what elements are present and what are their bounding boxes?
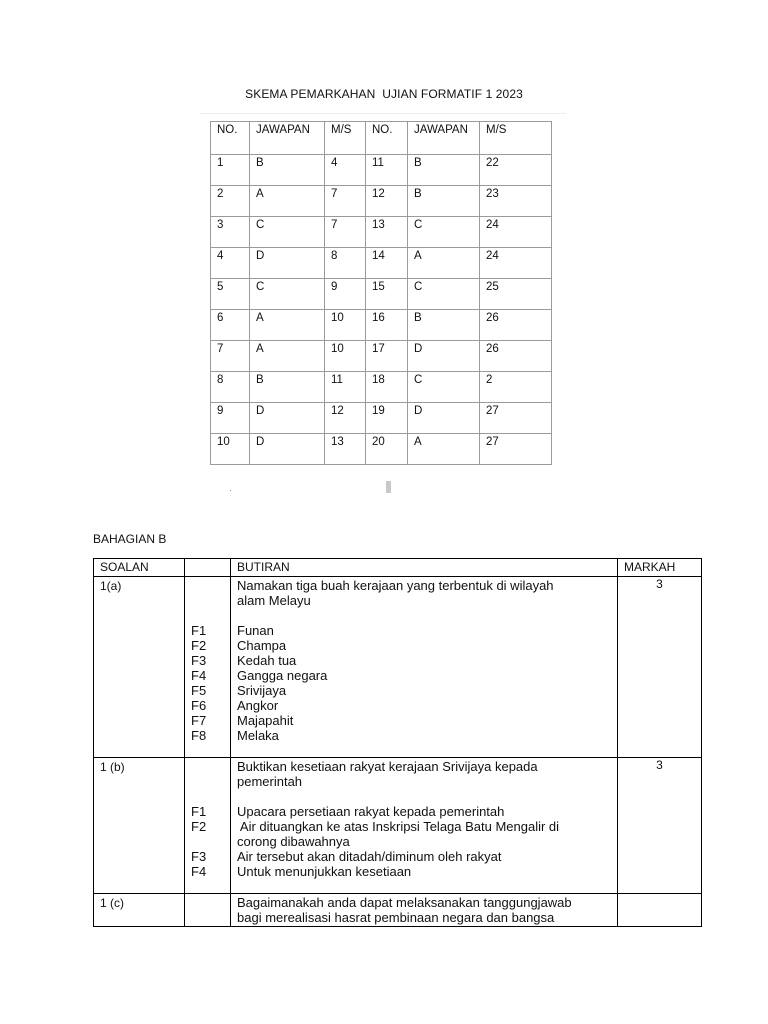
table-cell: 2 xyxy=(211,186,250,217)
table-cell: 15 xyxy=(366,279,408,310)
fact-label: F1 xyxy=(191,804,207,819)
table-cell: 4 xyxy=(211,248,250,279)
header-soalan: SOALAN xyxy=(94,559,185,577)
section-heading: BAHAGIAN B xyxy=(93,532,167,546)
table-cell: 11 xyxy=(366,155,408,186)
divider xyxy=(200,113,566,114)
table-cell: A xyxy=(250,310,325,341)
table-cell: 9 xyxy=(325,279,366,310)
table-cell: A xyxy=(408,434,480,465)
table-cell: M/S xyxy=(480,122,552,155)
fact-text: Upacara persetiaan rakyat kepada pemerintah xyxy=(237,804,505,819)
table-cell: 8 xyxy=(325,248,366,279)
fact-text: Champa xyxy=(237,638,287,653)
fact-text: Funan xyxy=(237,623,274,638)
table-cell: 12 xyxy=(325,403,366,434)
header-blank xyxy=(185,559,231,577)
table-cell: JAWAPAN xyxy=(250,122,325,155)
table-cell: C xyxy=(250,217,325,248)
table-cell: NO. xyxy=(366,122,408,155)
table-cell: 27 xyxy=(480,403,552,434)
table-row xyxy=(211,403,552,434)
question-row xyxy=(94,758,702,894)
table-row xyxy=(211,186,552,217)
table-cell: 4 xyxy=(325,155,366,186)
butiran-cell xyxy=(231,577,618,758)
fact-label: F4 xyxy=(191,668,207,683)
table-cell: A xyxy=(250,341,325,372)
fact-text: Angkor xyxy=(237,698,279,713)
table-cell: 10 xyxy=(211,434,250,465)
table-cell: 18 xyxy=(366,372,408,403)
table-cell: 27 xyxy=(480,434,552,465)
table-row xyxy=(211,279,552,310)
table-cell: 13 xyxy=(325,434,366,465)
table-cell: 11 xyxy=(325,372,366,403)
table-row xyxy=(211,248,552,279)
fact-labels xyxy=(185,758,231,894)
table-row xyxy=(211,310,552,341)
table-header-row xyxy=(211,122,552,155)
header-markah: MARKAH xyxy=(618,559,702,577)
table-cell: 26 xyxy=(480,341,552,372)
fact-text: Melaka xyxy=(237,728,279,743)
table-cell: 12 xyxy=(366,186,408,217)
table-cell: B xyxy=(408,155,480,186)
table-cell: D xyxy=(250,403,325,434)
table-cell: C xyxy=(408,372,480,403)
question-number: 1 (c) xyxy=(94,894,185,927)
table-cell: 13 xyxy=(366,217,408,248)
markah-cell xyxy=(618,577,702,758)
fact-text: corong dibawahnya xyxy=(237,834,350,849)
scan-mark xyxy=(386,481,391,493)
fact-text: Kedah tua xyxy=(237,653,297,668)
fact-labels xyxy=(185,894,231,927)
markah-cell xyxy=(618,894,702,927)
fact-text: Srivijaya xyxy=(237,683,287,698)
table-cell: 9 xyxy=(211,403,250,434)
table-cell: 24 xyxy=(480,248,552,279)
table-row xyxy=(211,341,552,372)
table-cell: 7 xyxy=(325,217,366,248)
table-cell: A xyxy=(250,186,325,217)
table-row xyxy=(211,372,552,403)
table-cell: 25 xyxy=(480,279,552,310)
page-title: SKEMA PEMARKAHAN UJIAN FORMATIF 1 2023 xyxy=(245,87,523,101)
table-cell: C xyxy=(408,217,480,248)
markah-value: 3 xyxy=(656,758,663,772)
table-cell: 7 xyxy=(211,341,250,372)
table-cell: 23 xyxy=(480,186,552,217)
fact-label: F1 xyxy=(191,623,207,638)
question-number: 1(a) xyxy=(94,577,185,758)
fact-text: Majapahit xyxy=(237,713,294,728)
butiran-cell xyxy=(231,894,618,927)
table-header-row xyxy=(94,559,702,577)
fact-label: F2 xyxy=(191,638,207,653)
table-cell: JAWAPAN xyxy=(408,122,480,155)
markah-cell xyxy=(618,758,702,894)
table-cell: 20 xyxy=(366,434,408,465)
table-cell: 10 xyxy=(325,341,366,372)
table-cell: 16 xyxy=(366,310,408,341)
table-cell: 7 xyxy=(325,186,366,217)
table-row xyxy=(211,217,552,248)
fact-label: F2 xyxy=(191,819,207,834)
table-cell: 1 xyxy=(211,155,250,186)
fact-text: Gangga negara xyxy=(237,668,328,683)
mcq-answer-table xyxy=(210,121,552,465)
fact-label: F3 xyxy=(191,653,207,668)
table-cell: 8 xyxy=(211,372,250,403)
table-cell: D xyxy=(250,248,325,279)
table-cell: 3 xyxy=(211,217,250,248)
fact-label: F5 xyxy=(191,683,207,698)
table-cell: D xyxy=(408,341,480,372)
question-row xyxy=(94,894,702,927)
table-cell: M/S xyxy=(325,122,366,155)
table-cell: 2 xyxy=(480,372,552,403)
fact-text: Untuk menunjukkan kesetiaan xyxy=(237,864,412,879)
fact-labels xyxy=(185,577,231,758)
fact-label: F3 xyxy=(191,849,207,864)
table-cell: B xyxy=(250,372,325,403)
table-cell: 24 xyxy=(480,217,552,248)
question-text: Namakan tiga buah kerajaan yang terbentuk di wilayah alam Melayu xyxy=(237,578,554,608)
table-cell: C xyxy=(250,279,325,310)
table-cell: A xyxy=(408,248,480,279)
question-number: 1 (b) xyxy=(94,758,185,894)
table-cell: NO. xyxy=(211,122,250,155)
header-butiran: BUTIRAN xyxy=(231,559,618,577)
fact-label: F8 xyxy=(191,728,207,743)
butiran-cell xyxy=(231,758,618,894)
question-text: Bagaimanakah anda dapat melaksanakan tanggungjawab bagi merealisasi hasrat pembinaan negara dan bangsa xyxy=(237,895,572,925)
table-cell: 6 xyxy=(211,310,250,341)
table-cell: B xyxy=(250,155,325,186)
fact-label: F6 xyxy=(191,698,207,713)
markah-value: 3 xyxy=(656,577,663,591)
table-cell: 10 xyxy=(325,310,366,341)
scan-dot xyxy=(230,490,231,491)
table-cell: 14 xyxy=(366,248,408,279)
fact-text: Air tersebut akan ditadah/diminum oleh rakyat xyxy=(237,849,502,864)
table-cell: 5 xyxy=(211,279,250,310)
table-cell: 17 xyxy=(366,341,408,372)
fact-text: Air dituangkan ke atas Inskripsi Telaga Batu Mengalir di xyxy=(237,819,560,834)
fact-label: F4 xyxy=(191,864,207,879)
table-cell: 22 xyxy=(480,155,552,186)
table-cell: C xyxy=(408,279,480,310)
table-cell: D xyxy=(408,403,480,434)
table-cell: B xyxy=(408,186,480,217)
question-row xyxy=(94,577,702,758)
question-text: Buktikan kesetiaan rakyat kerajaan Srivijaya kepada pemerintah xyxy=(237,759,538,789)
table-cell: 26 xyxy=(480,310,552,341)
essay-scheme-table xyxy=(93,558,702,927)
table-cell: D xyxy=(250,434,325,465)
table-row xyxy=(211,155,552,186)
table-row xyxy=(211,434,552,465)
fact-label: F7 xyxy=(191,713,207,728)
table-cell: B xyxy=(408,310,480,341)
table-cell: 19 xyxy=(366,403,408,434)
